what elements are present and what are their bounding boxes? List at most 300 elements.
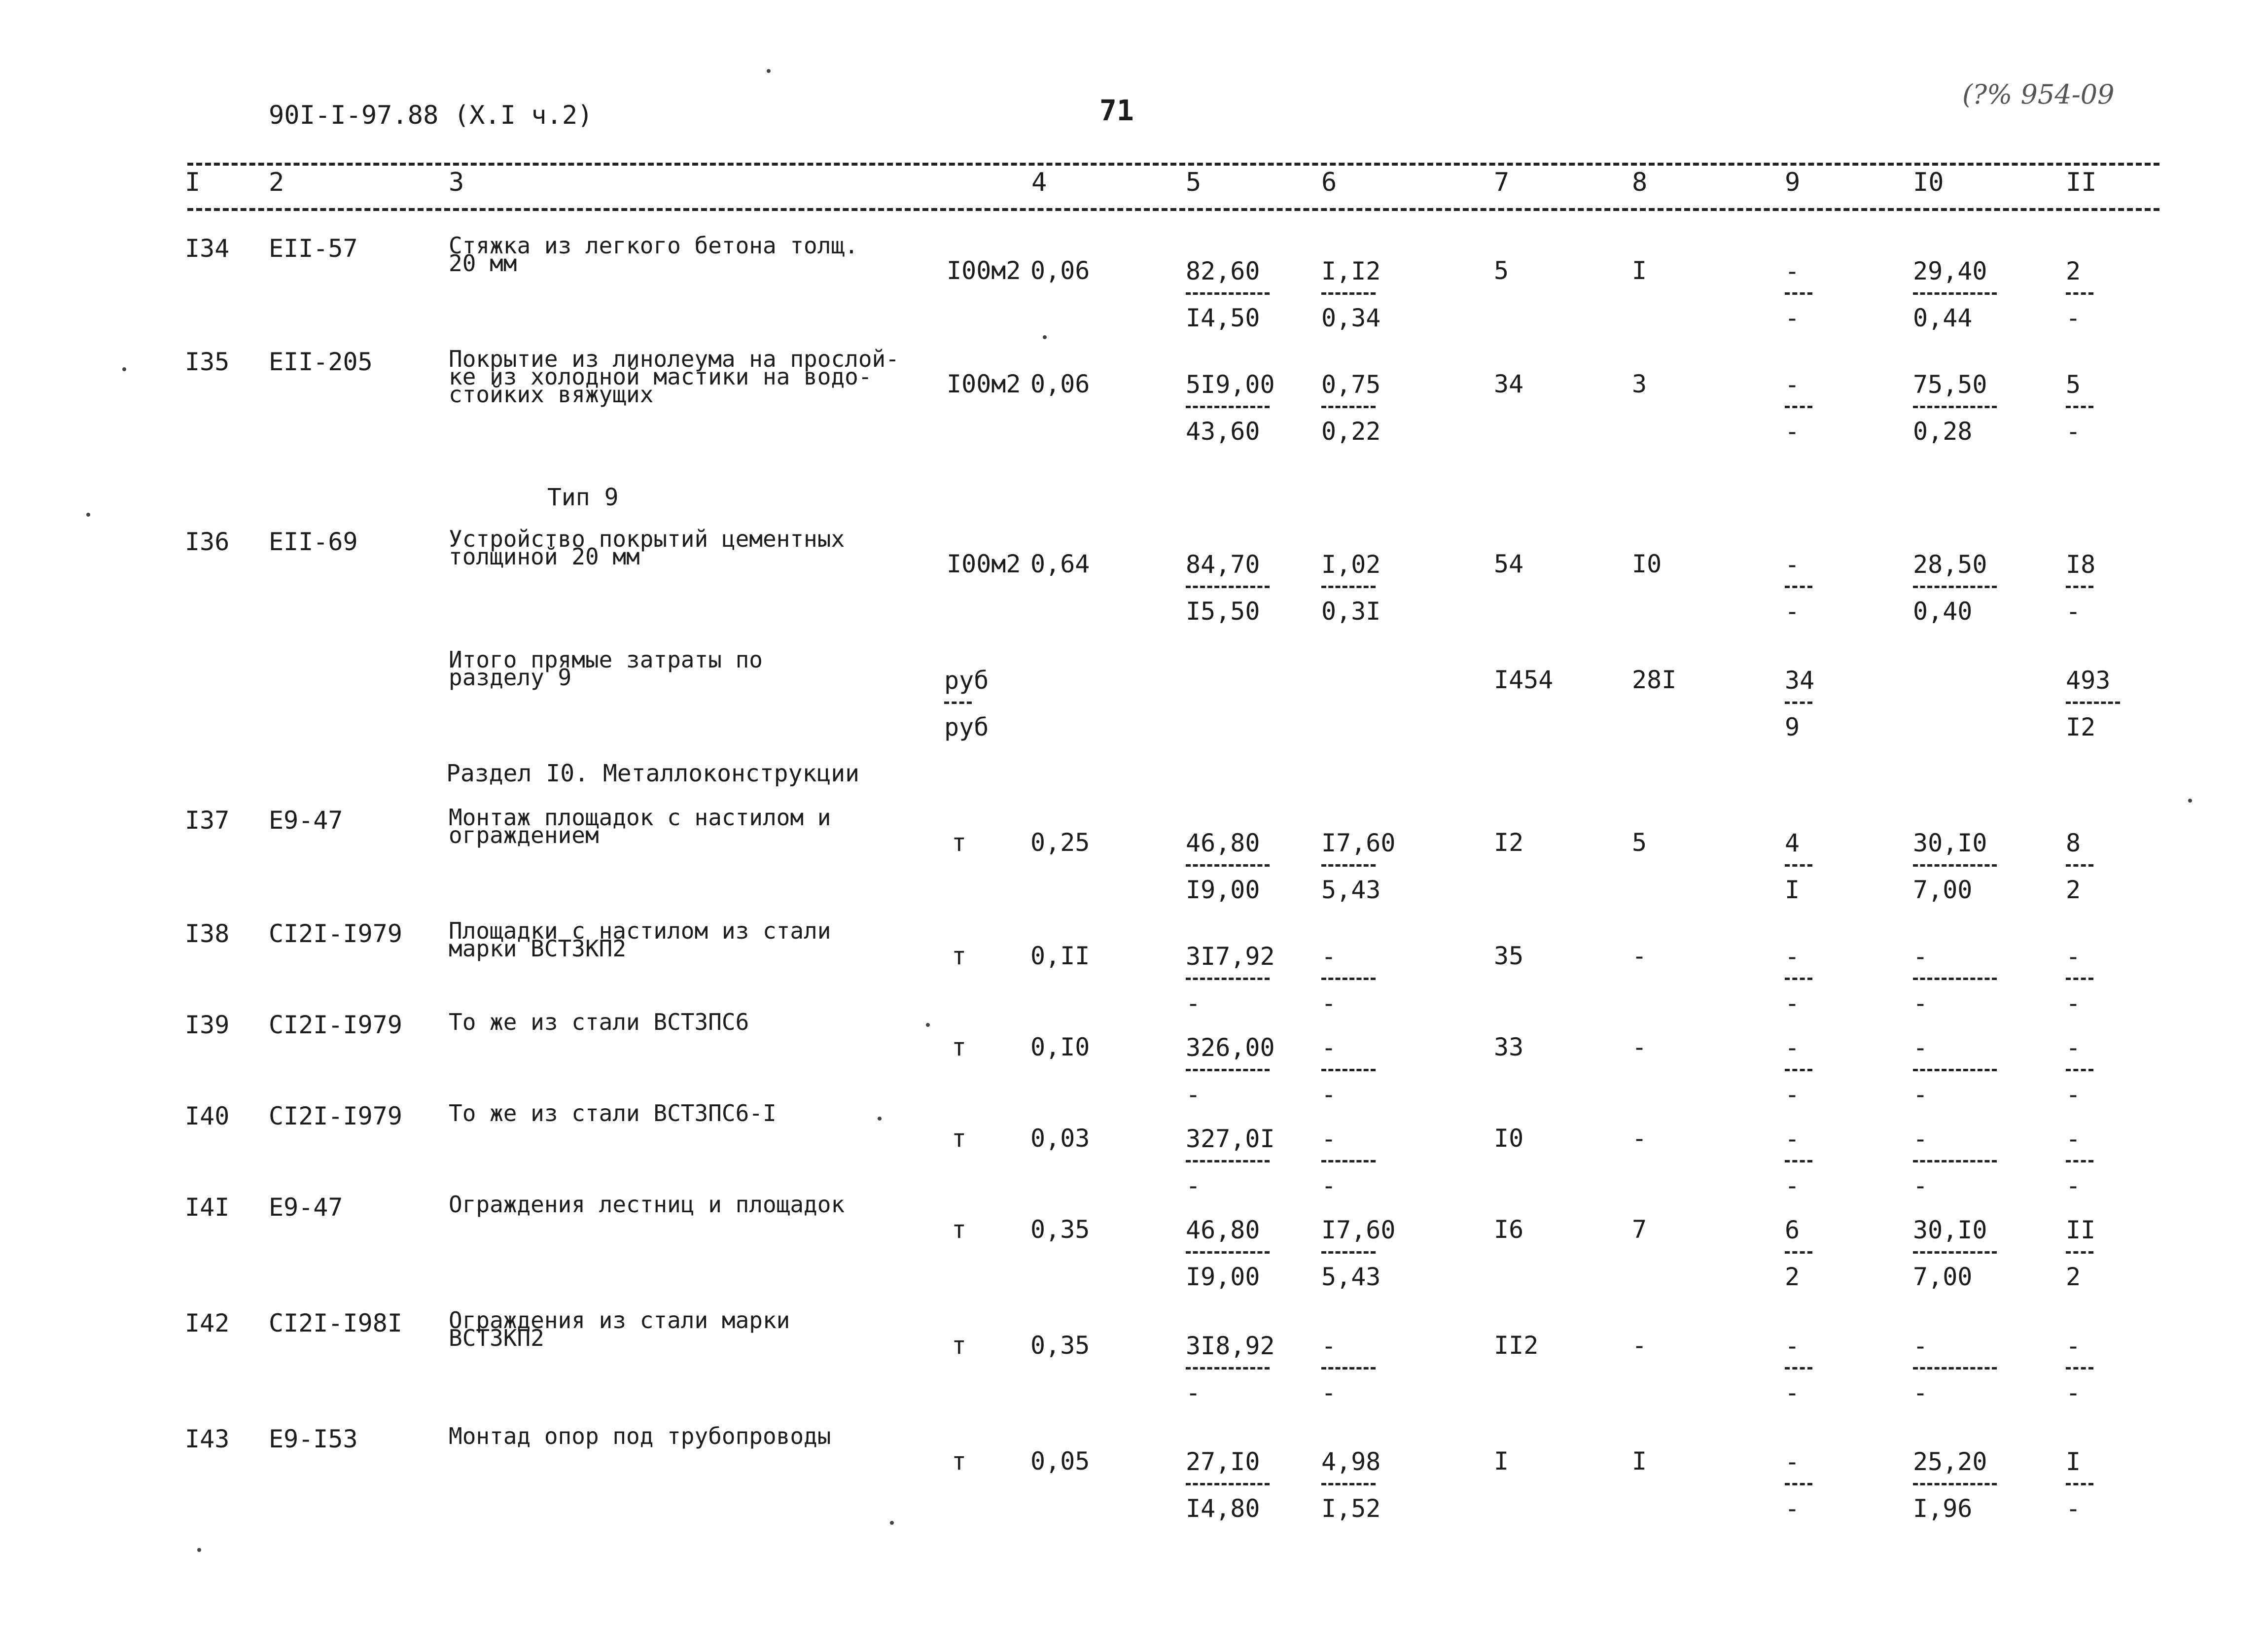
total-unit-bottom: руб <box>944 713 989 741</box>
fraction-bar <box>1321 1483 1376 1485</box>
labor-total-bottom: - <box>2066 417 2081 446</box>
rate-code: EII-205 <box>269 348 373 376</box>
rate-code: E9-47 <box>269 1193 343 1222</box>
row-number: I39 <box>185 1011 230 1039</box>
machinery-top: - <box>1785 1447 1800 1476</box>
work-description: То же из стали ВСТ3ПС6-I <box>449 1100 777 1126</box>
labor-cost-top: 29,40 <box>1913 257 1987 285</box>
wages: 5 <box>1632 828 1647 857</box>
cost-col6 <box>1321 1218 1425 1289</box>
labor-cost <box>1913 1126 2016 1198</box>
column-header: I0 <box>1913 168 1944 197</box>
cost-unit-top: 3I7,92 <box>1186 942 1275 971</box>
quantity: 0,03 <box>1030 1124 1090 1153</box>
labor-cost <box>1913 1035 2016 1107</box>
column-header: 9 <box>1785 168 1801 197</box>
fraction-bar <box>1186 292 1270 295</box>
cost-col6-top: - <box>1321 1033 1337 1062</box>
cost-unit <box>1186 1035 1289 1107</box>
labor-total <box>2066 831 2169 902</box>
total-unit <box>944 668 1048 739</box>
cost-col6-bottom: 0,34 <box>1321 304 1381 332</box>
fraction-bar <box>1913 1367 1997 1370</box>
fraction-bar <box>2066 1251 2093 1254</box>
column-header: 3 <box>449 168 464 197</box>
machinery <box>1785 1218 1888 1289</box>
cost-col6-top: - <box>1321 1332 1337 1360</box>
machinery-bottom: 2 <box>1785 1263 1800 1291</box>
total-col9 <box>1785 668 1888 739</box>
labor-cost-top: - <box>1913 1033 1928 1062</box>
labor-cost-bottom: 7,00 <box>1913 876 1973 904</box>
scan-speck <box>86 513 90 517</box>
fraction-bar <box>1321 1251 1376 1254</box>
work-description: Покрытие из линолеума на прослой- ке из холодной мастики на водо- стойких вяжущих <box>449 346 899 408</box>
fraction-bar <box>2066 1483 2093 1485</box>
cost-col6-bottom: I,52 <box>1321 1494 1381 1523</box>
fraction-bar <box>1913 1483 1997 1485</box>
cost-col6-bottom: 0,22 <box>1321 417 1381 446</box>
labor-total <box>2066 1449 2169 1521</box>
work-description: Стяжка из легкого бетона толщ. 20 мм <box>449 232 858 277</box>
fraction-bar <box>1186 1160 1270 1162</box>
machinery-top: - <box>1785 550 1800 579</box>
row-number: I37 <box>185 806 230 835</box>
column-header: 8 <box>1632 168 1648 197</box>
scan-speck <box>122 367 126 371</box>
machinery-top: 4 <box>1785 829 1800 857</box>
labor-total-top: I <box>2066 1447 2081 1476</box>
section-heading: Раздел I0. Металлоконструкции <box>446 760 860 787</box>
labor-cost <box>1913 1334 2016 1405</box>
cost-unit <box>1186 831 1289 902</box>
wages: 3 <box>1632 370 1647 398</box>
labor-total <box>2066 1334 2169 1405</box>
quantity: 0,06 <box>1030 370 1090 398</box>
total-col11-top: 493 <box>2066 666 2111 695</box>
labor-total-top: - <box>2066 1033 2081 1062</box>
labor-total <box>2066 1126 2169 1198</box>
cost-unit-bottom: 43,60 <box>1186 417 1260 446</box>
cost-col6-bottom: 5,43 <box>1321 1263 1381 1291</box>
labor-total-top: 8 <box>2066 829 2081 857</box>
unit: т <box>952 828 967 857</box>
row-number: I42 <box>185 1309 230 1337</box>
fraction-bar <box>1913 1251 1997 1254</box>
fraction-bar <box>2066 1069 2093 1071</box>
wages: - <box>1632 1124 1647 1153</box>
labor-cost <box>1913 831 2016 902</box>
fraction-bar <box>1913 292 1997 295</box>
cost-col6-top: I,I2 <box>1321 257 1381 285</box>
labor-total-bottom: 2 <box>2066 1263 2081 1291</box>
cost-col6 <box>1321 831 1425 902</box>
work-description: Устройство покрытий цементных толщиной 20 мм <box>449 526 845 570</box>
labor-cost-top: 30,I0 <box>1913 1216 1987 1244</box>
unit: I00м2 <box>947 370 1021 398</box>
total-cost: I0 <box>1494 1124 1524 1153</box>
fraction-bar <box>1913 1160 1997 1162</box>
labor-cost-bottom: 0,28 <box>1913 417 1973 446</box>
unit: I00м2 <box>947 256 1021 285</box>
work-description: Монтад опор под трубопроводы <box>449 1423 831 1449</box>
scan-speck <box>878 1117 882 1121</box>
cost-col6 <box>1321 1449 1425 1521</box>
cost-unit <box>1186 259 1289 330</box>
fraction-bar <box>2066 1160 2093 1162</box>
labor-cost-bottom: - <box>1913 1378 1928 1407</box>
labor-cost-top: 30,I0 <box>1913 829 1987 857</box>
machinery <box>1785 1126 1888 1198</box>
machinery <box>1785 1449 1888 1521</box>
fraction-bar <box>1785 1251 1812 1254</box>
labor-total-top: - <box>2066 1332 2081 1360</box>
unit: I00м2 <box>947 550 1021 578</box>
work-description: Ограждения из стали марки ВСТ3КП2 <box>449 1307 790 1351</box>
machinery <box>1785 831 1888 902</box>
labor-total-bottom: - <box>2066 1378 2081 1407</box>
rate-code: CI2I-I979 <box>269 1102 402 1130</box>
scan-speck <box>2188 799 2192 803</box>
cost-col6 <box>1321 944 1425 1016</box>
cost-unit <box>1186 1449 1289 1521</box>
machinery <box>1785 944 1888 1016</box>
fraction-bar <box>1785 1160 1812 1162</box>
total-col11-bottom: I2 <box>2066 713 2096 741</box>
fraction-bar <box>1913 406 1997 408</box>
fraction-bar <box>1321 1069 1376 1071</box>
labor-cost-bottom: 0,44 <box>1913 304 1973 332</box>
column-header: 2 <box>269 168 284 197</box>
total-col9-top: 34 <box>1785 666 1815 695</box>
unit: т <box>952 942 967 970</box>
scan-speck <box>1043 335 1047 339</box>
cost-col6-bottom: 0,3I <box>1321 597 1381 626</box>
labor-cost-top: - <box>1913 942 1928 971</box>
labor-total-bottom: 2 <box>2066 876 2081 904</box>
total-col7: I454 <box>1494 666 1554 694</box>
machinery-top: - <box>1785 1033 1800 1062</box>
cost-unit-bottom: - <box>1186 1080 1201 1109</box>
rate-code: CI2I-I979 <box>269 919 402 948</box>
row-number: I38 <box>185 919 230 948</box>
unit: т <box>952 1215 967 1244</box>
machinery <box>1785 552 1888 624</box>
fraction-bar <box>1785 1069 1812 1071</box>
labor-cost-bottom: - <box>1913 1171 1928 1200</box>
quantity: 0,35 <box>1030 1331 1090 1360</box>
labor-total-bottom: - <box>2066 989 2081 1018</box>
fraction-bar <box>1186 1367 1270 1370</box>
row-number: I4I <box>185 1193 230 1222</box>
cost-col6 <box>1321 552 1425 624</box>
work-description: Ограждения лестниц и площадок <box>449 1191 845 1218</box>
fraction-bar <box>1785 292 1812 295</box>
quantity: 0,35 <box>1030 1215 1090 1244</box>
labor-total-top: 5 <box>2066 370 2081 399</box>
wages: - <box>1632 942 1647 970</box>
fraction-bar <box>1785 978 1812 980</box>
handwritten-stamp: (?% 954-09 <box>1962 79 2115 110</box>
cost-unit-bottom: I4,50 <box>1186 304 1260 332</box>
total-col11 <box>2066 668 2169 739</box>
total-cost: 5 <box>1494 256 1509 285</box>
labor-total-top: I8 <box>2066 550 2096 579</box>
fraction-bar <box>2066 586 2093 588</box>
wages: I <box>1632 1447 1647 1476</box>
quantity: 0,64 <box>1030 550 1090 578</box>
fraction-bar <box>1186 1251 1270 1254</box>
rate-code: EII-69 <box>269 527 358 556</box>
cost-unit-top: 82,60 <box>1186 257 1260 285</box>
fraction-bar <box>2066 978 2093 980</box>
machinery-bottom: - <box>1785 989 1800 1018</box>
wages: I0 <box>1632 550 1662 578</box>
cost-col6-top: - <box>1321 942 1337 971</box>
machinery-bottom: - <box>1785 1494 1800 1523</box>
cost-col6-bottom: - <box>1321 989 1337 1018</box>
labor-cost-top: - <box>1913 1332 1928 1360</box>
labor-total-top: - <box>2066 942 2081 971</box>
machinery-bottom: - <box>1785 597 1800 626</box>
work-description: Монтаж площадок с настилом и ограждением <box>449 804 831 848</box>
fraction-bar <box>2066 1367 2093 1370</box>
cost-unit <box>1186 1126 1289 1198</box>
column-header: II <box>2066 168 2097 197</box>
cost-unit-bottom: I5,50 <box>1186 597 1260 626</box>
fraction-bar <box>1785 1367 1812 1370</box>
cost-unit-bottom: I9,00 <box>1186 876 1260 904</box>
cost-unit-bottom: I4,80 <box>1186 1494 1260 1523</box>
total-cost: 33 <box>1494 1033 1524 1061</box>
labor-cost-bottom: 7,00 <box>1913 1263 1973 1291</box>
section-heading: Тип 9 <box>547 484 619 511</box>
column-header: 4 <box>1031 168 1047 197</box>
cost-unit-bottom: - <box>1186 1378 1201 1407</box>
machinery-bottom: I <box>1785 876 1800 904</box>
machinery-top: - <box>1785 1125 1800 1153</box>
quantity: 0,II <box>1030 942 1090 970</box>
cost-unit-top: 27,I0 <box>1186 1447 1260 1476</box>
rate-code: E9-I53 <box>269 1425 358 1453</box>
wages: - <box>1632 1033 1647 1061</box>
cost-unit-top: 84,70 <box>1186 550 1260 579</box>
machinery-bottom: - <box>1785 417 1800 446</box>
unit: т <box>952 1331 967 1360</box>
cost-unit-top: 46,80 <box>1186 829 1260 857</box>
labor-total <box>2066 944 2169 1016</box>
cost-unit-top: 327,0I <box>1186 1125 1275 1153</box>
fraction-bar <box>1913 1069 1997 1071</box>
machinery-top: - <box>1785 370 1800 399</box>
cost-col6 <box>1321 259 1425 330</box>
total-cost: 54 <box>1494 550 1524 578</box>
labor-total-bottom: - <box>2066 1080 2081 1109</box>
labor-total-top: II <box>2066 1216 2096 1244</box>
cost-col6-bottom: - <box>1321 1171 1337 1200</box>
quantity: 0,06 <box>1030 256 1090 285</box>
labor-total-bottom: - <box>2066 1494 2081 1523</box>
labor-total-top: - <box>2066 1125 2081 1153</box>
labor-total-bottom: - <box>2066 1171 2081 1200</box>
total-cost: I6 <box>1494 1215 1524 1244</box>
column-header: 6 <box>1321 168 1337 197</box>
fraction-bar <box>1785 1483 1812 1485</box>
scan-speck <box>197 1548 201 1552</box>
machinery-top: - <box>1785 257 1800 285</box>
cost-col6-bottom: - <box>1321 1378 1337 1407</box>
cost-unit-top: 326,00 <box>1186 1033 1275 1062</box>
machinery <box>1785 1035 1888 1107</box>
row-number: I40 <box>185 1102 230 1130</box>
machinery-bottom: - <box>1785 1378 1800 1407</box>
cost-unit-bottom: - <box>1186 989 1201 1018</box>
total-label: Итого прямые затраты по разделу 9 <box>449 646 763 691</box>
cost-unit <box>1186 372 1289 444</box>
rate-code: EII-57 <box>269 234 358 263</box>
fraction-bar <box>1913 978 1997 980</box>
machinery <box>1785 1334 1888 1405</box>
total-unit-top: руб <box>944 666 989 695</box>
cost-col6-top: - <box>1321 1125 1337 1153</box>
cost-unit-top: 3I8,92 <box>1186 1332 1275 1360</box>
machinery-bottom: - <box>1785 1171 1800 1200</box>
cost-col6-top: I,02 <box>1321 550 1381 579</box>
cost-unit-top: 46,80 <box>1186 1216 1260 1244</box>
column-header: I <box>185 168 201 197</box>
labor-cost-top: 25,20 <box>1913 1447 1987 1476</box>
labor-total <box>2066 372 2169 444</box>
unit: т <box>952 1033 967 1061</box>
labor-total-bottom: - <box>2066 304 2081 332</box>
labor-total-top: 2 <box>2066 257 2081 285</box>
page-number: 71 <box>1099 94 1134 127</box>
labor-cost-bottom: 0,40 <box>1913 597 1973 626</box>
machinery-bottom: - <box>1785 304 1800 332</box>
header-top-rule <box>187 163 2159 166</box>
wages: - <box>1632 1331 1647 1360</box>
fraction-bar <box>1321 586 1376 588</box>
labor-cost <box>1913 1449 2016 1521</box>
cost-col6-top: I7,60 <box>1321 1216 1396 1244</box>
fraction-bar <box>1186 1069 1270 1071</box>
labor-total <box>2066 552 2169 624</box>
fraction-bar <box>2066 406 2093 408</box>
row-number: I43 <box>185 1425 230 1453</box>
machinery-top: - <box>1785 1332 1800 1360</box>
cost-col6-bottom: - <box>1321 1080 1337 1109</box>
unit: т <box>952 1447 967 1476</box>
labor-total <box>2066 259 2169 330</box>
row-number: I35 <box>185 348 230 376</box>
cost-unit-bottom: - <box>1186 1171 1201 1200</box>
fraction-bar <box>1186 586 1270 588</box>
fraction-bar <box>1785 406 1812 408</box>
cost-col6 <box>1321 1126 1425 1198</box>
fraction-bar <box>1186 1483 1270 1485</box>
fraction-bar <box>1785 702 1812 704</box>
labor-total-bottom: - <box>2066 597 2081 626</box>
cost-unit <box>1186 1334 1289 1405</box>
cost-unit <box>1186 1218 1289 1289</box>
total-cost: 34 <box>1494 370 1524 398</box>
work-description: То же из стали ВСТ3ПС6 <box>449 1009 749 1035</box>
cost-col6-top: 0,75 <box>1321 370 1381 399</box>
total-col9-bottom: 9 <box>1785 713 1800 741</box>
labor-cost-bottom: I,96 <box>1913 1494 1973 1523</box>
fraction-bar <box>1321 864 1376 867</box>
fraction-bar <box>1913 864 1997 867</box>
rate-code: CI2I-I979 <box>269 1011 402 1039</box>
labor-cost-top: - <box>1913 1125 1928 1153</box>
total-cost: I <box>1494 1447 1509 1476</box>
cost-col6 <box>1321 1334 1425 1405</box>
scan-speck <box>767 69 771 73</box>
fraction-bar <box>2066 864 2093 867</box>
labor-cost-top: 28,50 <box>1913 550 1987 579</box>
quantity: 0,05 <box>1030 1447 1090 1476</box>
scan-speck <box>890 1521 894 1525</box>
labor-cost-bottom: - <box>1913 1080 1928 1109</box>
wages: 7 <box>1632 1215 1647 1244</box>
labor-total <box>2066 1218 2169 1289</box>
fraction-bar <box>2066 292 2093 295</box>
total-cost: 35 <box>1494 942 1524 970</box>
total-cost: I2 <box>1494 828 1524 857</box>
machinery-top: - <box>1785 942 1800 971</box>
row-number: I34 <box>185 234 230 263</box>
cost-col6-top: 4,98 <box>1321 1447 1381 1476</box>
quantity: 0,I0 <box>1030 1033 1090 1061</box>
fraction-bar <box>1186 406 1270 408</box>
cost-unit <box>1186 552 1289 624</box>
fraction-bar <box>1321 1160 1376 1162</box>
rate-code: E9-47 <box>269 806 343 835</box>
rate-code: CI2I-I98I <box>269 1309 402 1337</box>
machinery <box>1785 372 1888 444</box>
cost-col6 <box>1321 1035 1425 1107</box>
fraction-bar <box>1913 586 1997 588</box>
labor-cost <box>1913 372 2016 444</box>
total-cost: II2 <box>1494 1331 1539 1360</box>
row-number: I36 <box>185 527 230 556</box>
labor-cost-top: 75,50 <box>1913 370 1987 399</box>
scan-speck <box>926 1023 930 1027</box>
fraction-bar <box>1785 864 1812 867</box>
cost-unit <box>1186 944 1289 1016</box>
fraction-bar <box>1321 292 1376 295</box>
cost-unit-top: 5I9,00 <box>1186 370 1275 399</box>
cost-col6 <box>1321 372 1425 444</box>
labor-cost <box>1913 944 2016 1016</box>
cost-col6-bottom: 5,43 <box>1321 876 1381 904</box>
work-description: Площадки с настилом из стали марки ВСТ3КП2 <box>449 917 831 962</box>
wages: I <box>1632 256 1647 285</box>
labor-total <box>2066 1035 2169 1107</box>
fraction-bar <box>1186 978 1270 980</box>
cost-unit-bottom: I9,00 <box>1186 1263 1260 1291</box>
column-header: 7 <box>1494 168 1510 197</box>
fraction-bar <box>1186 864 1270 867</box>
cost-col6-top: I7,60 <box>1321 829 1396 857</box>
machinery-top: 6 <box>1785 1216 1800 1244</box>
fraction-bar <box>1785 586 1812 588</box>
total-col8: 28I <box>1632 666 1677 694</box>
column-header: 5 <box>1186 168 1202 197</box>
labor-cost <box>1913 259 2016 330</box>
fraction-bar <box>1321 406 1376 408</box>
machinery <box>1785 259 1888 330</box>
